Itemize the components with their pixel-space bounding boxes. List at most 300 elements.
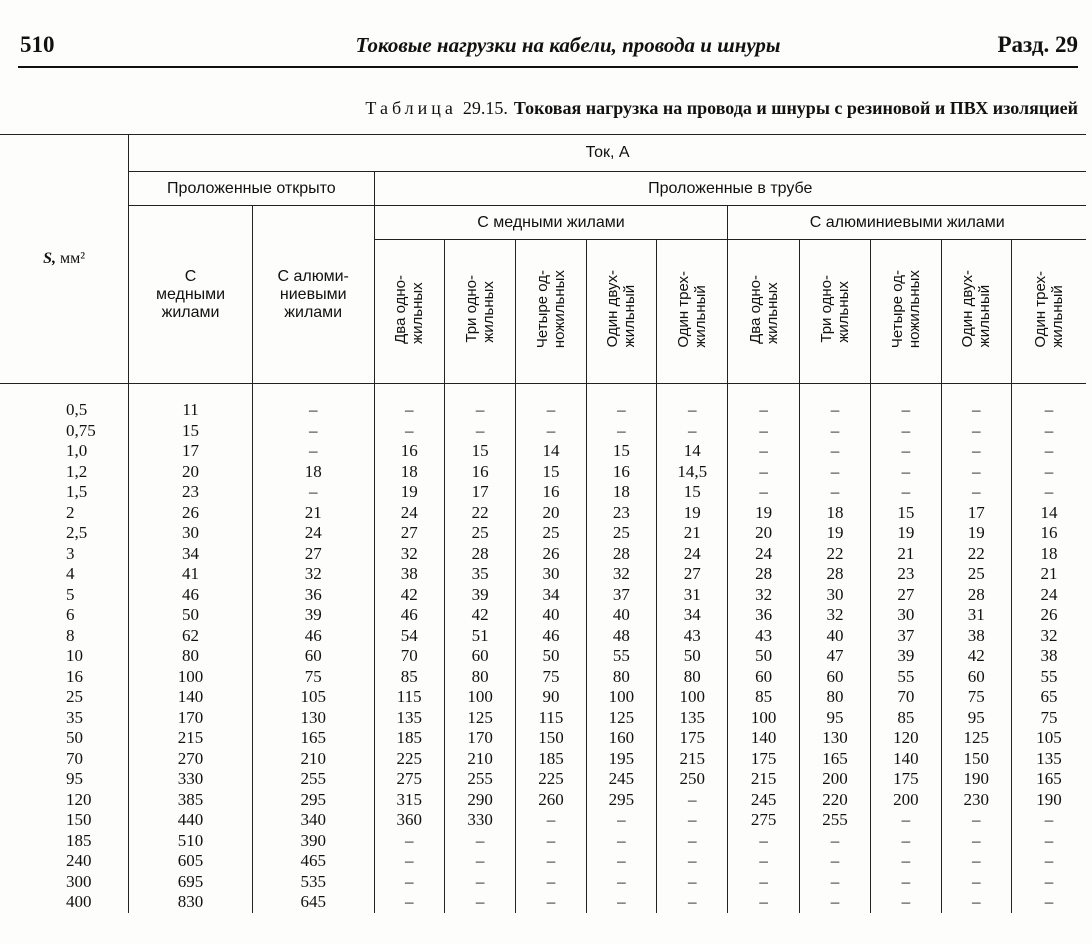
current-value-cell: – [516,872,586,893]
pipe-subcol-label: Один двух- жильный [959,270,994,348]
current-value-cell: 255 [444,769,515,790]
current-value-cell: – [941,892,1011,913]
current-value-cell: 275 [374,769,444,790]
current-value-cell: 220 [799,790,870,811]
current-value-cell: – [586,810,656,831]
current-value-cell: – [516,810,586,831]
cross-section-cell: 150 [0,810,129,831]
current-value-cell: 225 [374,749,444,770]
current-load-table [0,134,1086,913]
current-value-cell: 25 [516,523,586,544]
current-value-cell: 100 [129,667,253,688]
current-value-cell: – [252,421,374,442]
current-value-cell: 215 [657,749,728,770]
pipe-subcol-label: Четыре од- ножильных [533,269,568,349]
current-value-cell: – [941,482,1011,503]
current-value-cell: – [728,892,799,913]
current-value-cell: 135 [657,708,728,729]
current-value-cell: 90 [516,687,586,708]
current-value-cell: – [252,482,374,503]
current-value-cell: 390 [252,831,374,852]
current-value-cell: 18 [374,462,444,483]
current-value-cell: 260 [516,790,586,811]
current-value-cell: 200 [871,790,941,811]
current-value-cell: 385 [129,790,253,811]
current-value-cell: 37 [586,585,656,606]
current-value-cell: – [728,462,799,483]
pipe-subcol-header-5 [657,240,728,384]
current-value-cell: 27 [374,523,444,544]
current-value-cell: 36 [252,585,374,606]
current-value-cell: 22 [799,544,870,565]
current-value-cell: – [374,892,444,913]
current-value-cell: – [799,384,870,421]
current-value-cell: 295 [252,790,374,811]
current-value-cell: 60 [444,646,515,667]
table-row [0,585,1086,606]
current-value-cell: – [516,892,586,913]
pipe-subcol-header-8 [871,240,941,384]
current-value-cell: 51 [444,626,515,647]
current-value-cell: 32 [799,605,870,626]
current-value-cell: 39 [444,585,515,606]
current-value-cell: – [871,441,941,462]
current-value-cell: 15 [129,421,253,442]
current-value-cell: 230 [941,790,1011,811]
current-value-cell: 15 [516,462,586,483]
current-value-cell: 31 [941,605,1011,626]
pipe-subcol-header-3 [516,240,586,384]
current-value-cell: – [871,831,941,852]
current-value-cell: 70 [871,687,941,708]
current-value-cell: 130 [799,728,870,749]
cross-section-cell: 0,5 [0,384,129,421]
current-value-cell: 36 [728,605,799,626]
current-value-cell: – [728,872,799,893]
current-value-cell: 645 [252,892,374,913]
pipe-subcol-header-10 [1011,240,1086,384]
table-row [0,769,1086,790]
table-row [0,749,1086,770]
current-value-cell: 105 [252,687,374,708]
current-value-cell: – [1011,892,1086,913]
current-value-cell: – [871,462,941,483]
current-value-cell: 37 [871,626,941,647]
current-value-cell: – [444,851,515,872]
current-value-cell: 95 [799,708,870,729]
cross-section-cell: 10 [0,646,129,667]
current-value-cell: 95 [941,708,1011,729]
current-value-cell: 200 [799,769,870,790]
current-value-cell: 210 [252,749,374,770]
cross-section-cell: 1,2 [0,462,129,483]
current-value-cell: 42 [941,646,1011,667]
current-value-cell: 75 [1011,708,1086,729]
current-value-cell: 16 [1011,523,1086,544]
current-value-cell: – [374,831,444,852]
open-copper-header [129,206,253,384]
open-aluminum-header [252,206,374,384]
current-value-cell: – [941,462,1011,483]
current-value-cell: 34 [657,605,728,626]
current-value-cell: 14 [657,441,728,462]
current-value-cell: 26 [129,503,253,524]
current-value-cell: 175 [657,728,728,749]
current-value-cell: 43 [728,626,799,647]
current-value-cell: 85 [728,687,799,708]
current-value-cell: 19 [657,503,728,524]
current-value-cell: 440 [129,810,253,831]
current-value-cell: 330 [129,769,253,790]
current-value-cell: 48 [586,626,656,647]
current-value-cell: – [941,441,1011,462]
open-copper-label: С медными жилами [155,267,226,321]
pipe-subcol-label: Один трех- жильный [1031,270,1066,348]
table-row [0,523,1086,544]
current-value-cell: 170 [444,728,515,749]
current-value-cell: – [728,851,799,872]
pipe-subcol-label: Два одно- жильных [392,274,427,344]
current-value-cell: 340 [252,810,374,831]
current-value-cell: – [941,851,1011,872]
current-value-cell: 19 [374,482,444,503]
table-row [0,646,1086,667]
current-value-cell: 32 [586,564,656,585]
current-value-cell: 32 [728,585,799,606]
cross-section-cell: 300 [0,872,129,893]
table-row [0,605,1086,626]
current-value-cell: 55 [1011,667,1086,688]
table-row [0,626,1086,647]
current-value-cell: – [941,384,1011,421]
current-value-cell: 40 [586,605,656,626]
current-value-cell: 28 [444,544,515,565]
page-header [18,30,1078,64]
current-value-cell: – [941,872,1011,893]
current-value-cell: – [444,892,515,913]
current-value-cell: 275 [728,810,799,831]
current-value-cell: 80 [586,667,656,688]
current-value-cell: 245 [586,769,656,790]
current-value-cell: 15 [657,482,728,503]
cross-section-cell: 1,0 [0,441,129,462]
current-value-cell: 165 [252,728,374,749]
pipe-subcol-label: Два одно- жильных [746,274,781,344]
running-title: Токовые нагрузки на кабели, провода и шнуры [355,33,781,57]
current-value-cell: 31 [657,585,728,606]
current-value-cell: – [1011,851,1086,872]
current-value-cell: 21 [252,503,374,524]
current-value-cell: 42 [374,585,444,606]
current-value-cell: 60 [728,667,799,688]
current-value-cell: 62 [129,626,253,647]
current-value-cell: 24 [374,503,444,524]
caption-label: Таблица [365,98,457,118]
table-row [0,728,1086,749]
current-value-cell: – [657,810,728,831]
current-value-cell: – [1011,810,1086,831]
current-value-cell: – [728,384,799,421]
current-header: Ток, А [129,135,1086,172]
current-value-cell: – [444,421,515,442]
table-row [0,831,1086,852]
current-value-cell: 22 [941,544,1011,565]
table-row [0,482,1086,503]
current-value-cell: 32 [374,544,444,565]
current-value-cell: – [728,441,799,462]
current-value-cell: 125 [586,708,656,729]
cross-section-cell: 0,75 [0,421,129,442]
table-row [0,384,1086,421]
pipe-subcol-header-1 [374,240,444,384]
current-value-cell: 185 [516,749,586,770]
current-value-cell: 30 [516,564,586,585]
current-value-cell: 21 [1011,564,1086,585]
current-value-cell: – [799,462,870,483]
current-value-cell: 18 [252,462,374,483]
cross-section-cell: 16 [0,667,129,688]
current-value-cell: 38 [941,626,1011,647]
current-value-cell: 360 [374,810,444,831]
current-value-cell: 75 [516,667,586,688]
current-value-cell: 695 [129,872,253,893]
current-value-cell: 290 [444,790,515,811]
current-value-cell: – [657,872,728,893]
table-row [0,892,1086,913]
current-value-cell: 225 [516,769,586,790]
current-value-cell: – [657,851,728,872]
current-value-cell: 100 [444,687,515,708]
current-value-cell: 18 [1011,544,1086,565]
current-value-cell: 18 [799,503,870,524]
current-value-cell: – [586,831,656,852]
current-value-cell: 40 [516,605,586,626]
current-value-cell: – [657,421,728,442]
current-value-cell: 295 [586,790,656,811]
current-value-cell: 100 [728,708,799,729]
current-value-cell: – [728,831,799,852]
section-label: Разд. 29 [997,32,1078,57]
table-row [0,462,1086,483]
current-value-cell: 215 [129,728,253,749]
table-row [0,851,1086,872]
current-value-cell: – [516,421,586,442]
current-value-cell: 135 [374,708,444,729]
current-value-cell: 20 [129,462,253,483]
pipe-aluminum-header: С алюминиевыми жилами [728,206,1086,240]
current-value-cell: 14 [1011,503,1086,524]
current-value-cell: – [374,421,444,442]
current-value-cell: 21 [871,544,941,565]
current-value-cell: – [374,384,444,421]
table-row [0,544,1086,565]
current-value-cell: – [657,790,728,811]
cross-section-cell: 50 [0,728,129,749]
current-value-cell: 80 [657,667,728,688]
current-value-cell: – [871,384,941,421]
current-value-cell: 80 [799,687,870,708]
pipe-subcol-label: Один трех- жильный [675,270,710,348]
current-value-cell: – [516,384,586,421]
current-value-cell: 28 [799,564,870,585]
current-value-cell: 165 [1011,769,1086,790]
current-value-cell: 30 [871,605,941,626]
current-value-cell: 35 [444,564,515,585]
current-value-cell: 26 [1011,605,1086,626]
current-value-cell: – [516,851,586,872]
current-value-cell: 150 [516,728,586,749]
current-value-cell: 210 [444,749,515,770]
current-value-cell: – [799,892,870,913]
current-value-cell: – [1011,831,1086,852]
current-value-cell: – [586,851,656,872]
current-value-cell: – [444,384,515,421]
cross-section-header [0,135,129,384]
current-value-cell: 125 [941,728,1011,749]
table-row [0,810,1086,831]
current-value-cell: 85 [871,708,941,729]
caption-number: 29.15. [462,98,508,118]
current-value-cell: – [728,421,799,442]
current-value-cell: 75 [252,667,374,688]
current-value-cell: 17 [941,503,1011,524]
current-value-cell: 140 [728,728,799,749]
current-value-cell: 65 [1011,687,1086,708]
current-value-cell: 18 [586,482,656,503]
caption-title: Токовая нагрузка на провода и шнуры с резиновой и ПВХ изоляцией [513,98,1078,118]
pipe-laid-header: Проложенные в трубе [374,172,1086,206]
current-value-cell: 25 [444,523,515,544]
cross-section-cell: 120 [0,790,129,811]
current-value-cell: 120 [871,728,941,749]
current-value-cell: 24 [1011,585,1086,606]
current-value-cell: – [871,482,941,503]
current-value-cell: – [941,810,1011,831]
current-value-cell: 510 [129,831,253,852]
current-value-cell: 165 [799,749,870,770]
current-value-cell: – [871,892,941,913]
current-value-cell: 19 [941,523,1011,544]
current-value-cell: 28 [586,544,656,565]
current-value-cell: – [871,872,941,893]
current-value-cell: – [799,851,870,872]
current-value-cell: 34 [129,544,253,565]
current-value-cell: 245 [728,790,799,811]
current-value-cell: – [586,421,656,442]
current-value-cell: 100 [586,687,656,708]
current-value-cell: 14,5 [657,462,728,483]
current-value-cell: – [941,831,1011,852]
current-value-cell: 195 [586,749,656,770]
current-value-cell: – [444,831,515,852]
current-value-cell: – [1011,872,1086,893]
current-value-cell: 50 [129,605,253,626]
current-value-cell: – [1011,384,1086,421]
current-value-cell: – [871,421,941,442]
current-value-cell: 16 [586,462,656,483]
current-value-cell: 17 [444,482,515,503]
current-value-cell: – [1011,441,1086,462]
current-value-cell: – [1011,482,1086,503]
current-value-cell: 60 [799,667,870,688]
current-value-cell: 465 [252,851,374,872]
table-row [0,503,1086,524]
current-value-cell: 22 [444,503,515,524]
current-value-cell: 115 [516,708,586,729]
current-value-cell: 105 [1011,728,1086,749]
current-value-cell: 100 [657,687,728,708]
current-value-cell: 80 [444,667,515,688]
current-value-cell: 55 [871,667,941,688]
cross-section-cell: 3 [0,544,129,565]
current-value-cell: 150 [941,749,1011,770]
current-value-cell: – [374,851,444,872]
current-value-cell: 17 [129,441,253,462]
current-value-cell: 80 [129,646,253,667]
current-value-cell: 50 [728,646,799,667]
current-value-cell: 21 [657,523,728,544]
current-value-cell: – [799,482,870,503]
pipe-subcol-header-4 [586,240,656,384]
current-value-cell: – [252,441,374,462]
current-value-cell: 16 [516,482,586,503]
current-value-cell: 215 [728,769,799,790]
current-value-cell: 27 [657,564,728,585]
cross-section-cell: 25 [0,687,129,708]
pipe-subcol-header-6 [728,240,799,384]
current-value-cell: 26 [516,544,586,565]
cross-section-cell: 1,5 [0,482,129,503]
current-value-cell: – [444,872,515,893]
current-value-cell: 47 [799,646,870,667]
current-value-cell: 43 [657,626,728,647]
current-value-cell: 15 [871,503,941,524]
current-value-cell: 23 [129,482,253,503]
current-value-cell: – [871,851,941,872]
current-value-cell: 15 [586,441,656,462]
current-value-cell: 190 [1011,790,1086,811]
current-value-cell: 16 [374,441,444,462]
current-value-cell: – [799,441,870,462]
current-value-cell: 60 [941,667,1011,688]
current-value-cell: 160 [586,728,656,749]
current-value-cell: 19 [728,503,799,524]
current-value-cell: 20 [728,523,799,544]
current-value-cell: – [657,384,728,421]
current-value-cell: 85 [374,667,444,688]
current-value-cell: 75 [941,687,1011,708]
current-value-cell: – [941,421,1011,442]
current-value-cell: 830 [129,892,253,913]
current-value-cell: 70 [374,646,444,667]
current-value-cell: 46 [129,585,253,606]
cross-section-cell: 95 [0,769,129,790]
cross-section-cell: 6 [0,605,129,626]
cross-section-cell: 2,5 [0,523,129,544]
current-value-cell: 23 [586,503,656,524]
current-value-cell: 20 [516,503,586,524]
current-value-cell: 46 [374,605,444,626]
current-value-cell: 185 [374,728,444,749]
current-value-cell: 30 [129,523,253,544]
current-value-cell: – [657,831,728,852]
cross-section-cell: 240 [0,851,129,872]
current-value-cell: 170 [129,708,253,729]
cross-section-cell: 70 [0,749,129,770]
current-value-cell: – [586,892,656,913]
pipe-subcol-label: Три одно- жильных [463,275,498,343]
pipe-subcol-header-7 [799,240,870,384]
